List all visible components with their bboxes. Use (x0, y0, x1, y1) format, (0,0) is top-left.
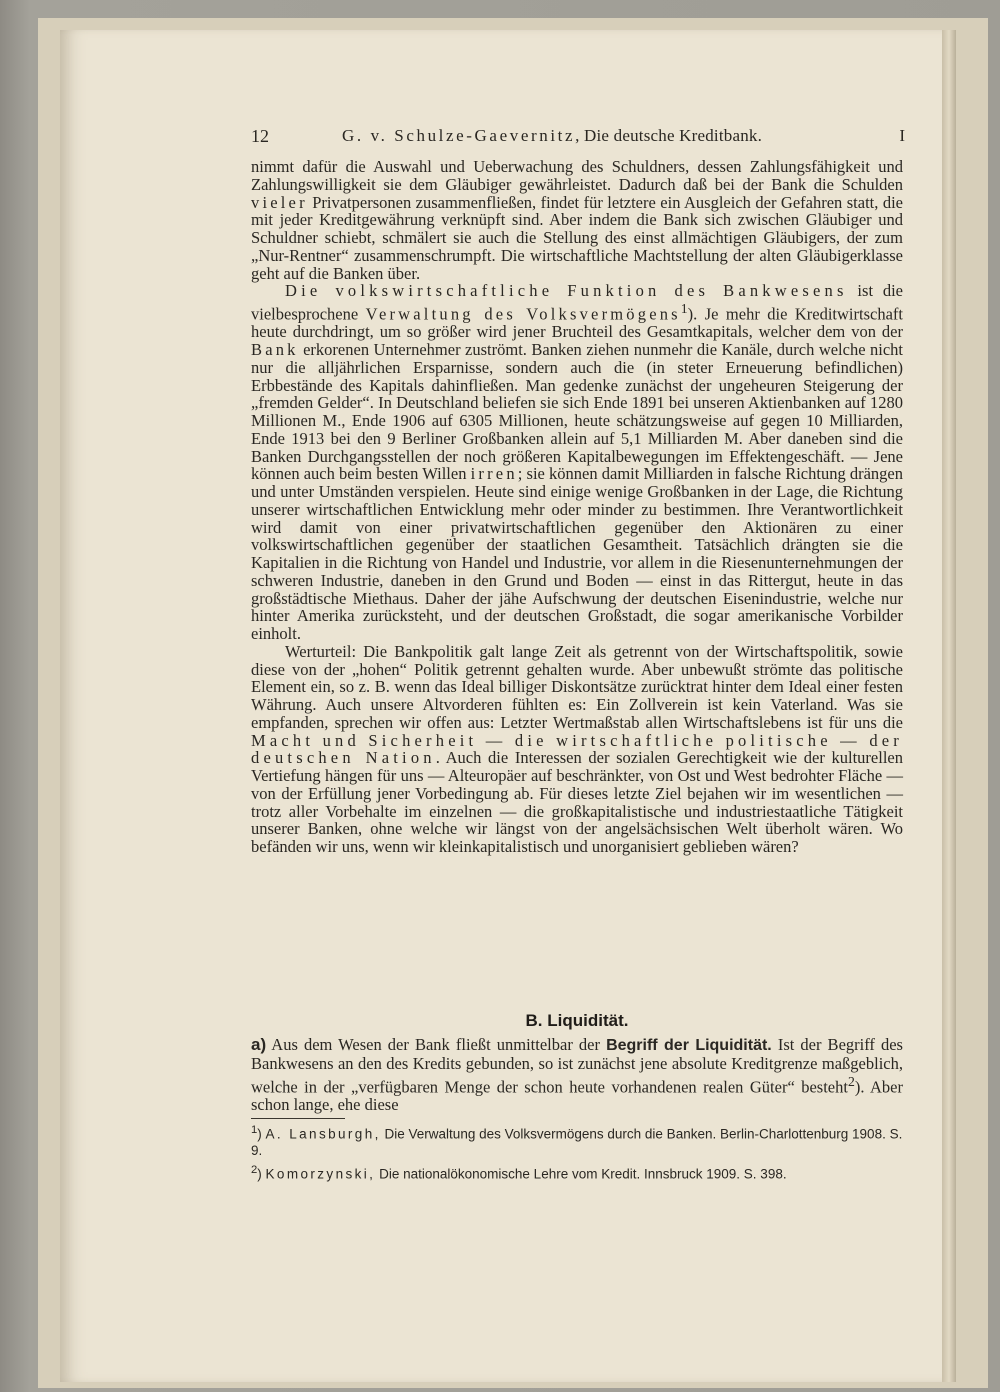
bold-term: Begriff der Liquidität. (606, 1037, 772, 1054)
running-header (251, 126, 905, 150)
section-heading: B. Liquidität. (525, 1011, 629, 1030)
footnote-1: $^1$) A. Lansburgh, Die Verwaltung des Volksvermögens durch die Banken. Berlin-Charlottenburg 1908. S. 9. (251, 1124, 903, 1158)
header-section: I (899, 126, 905, 145)
footnotes (251, 1122, 905, 1185)
footnote-rule (251, 1118, 345, 1119)
page-gutter (942, 30, 956, 1382)
footnote-ref-1: 1 (680, 301, 688, 316)
footnote-ref-2: 2 (847, 1073, 855, 1089)
subsection-label: a) (251, 1035, 267, 1054)
paragraph-3: Werturteil: Die Bankpolitik galt lange Zeit als getrennt von der Wirtschaftspolitik, sowie diese von der „hohen“ Politik getrennt gehalten wurde. Aber unbewußt strömte das politische Element ein, so z. B. wenn das Ideal billiger Diskontsätze zurücktrat hinter dem Ideal einer festen Währung. Auch unsere Altvorderen fühlten es: Ein Zollverein ist kein Vaterland. Was sie empfanden, sprechen wir offen aus: Letzter Wertmaßstab allen Wirtschaftslebens ist für uns die Macht und Sicherheit — die wirtschaftliche politische — der deutschen Nation. Auch die Interessen der sozialen Gerechtigkeit wie der kulturellen Vertiefung hängen für uns — Alteuropäer auf beschränkter, von Ost und West bedrohter Fläche — von der Erfüllung jener Vorbedingung ab. Für dieses letzte Ziel bejahen wir im wesentlichen — trotz aller Vorbehalte im einzelnen — die großkapitalistische und industriestaatliche Tätigkeit unserer Banken, ohne welche wir längst von der angelsächsischen Welt überholt wären. Wo befänden wir uns, wenn wir kleinkapitalistisch und unorganisiert geblieben wären? (251, 641, 903, 856)
paragraph-2: Die volkswirtschaftliche Funktion des Bankwesens ist die vielbesprochene Verwaltung des Volksvermögens$^1$). Je mehr die Kreditwirtschaft heute durchdringt, um so größer wird jener Bruchteil des Gesamtkapitals, welcher dem von der Bank erkorenen Unternehmer zuströmt. Banken ziehen nunmehr die Kanäle, durch welche nicht nur die alljährlichen Ersparnisse, sondern auch die (in steter Erneuerung befindlichen) Erbbestände des Kapitals dahinfließen. Man gedenke zunächst der ungeheuren Steigerung der „fremden Gelder“. In Deutschland beliefen sie sich Ende 1891 bei unseren Aktienbanken auf 1280 Millionen M., Ende 1906 auf 6305 Millionen, heute schätzungsweise auf gegen 10 Milliarden, Ende 1913 bei den 9 Berliner Großbanken allein auf 5,1 Milliarden M. Aber daneben sind die Banken Durchgangsstellen der noch größeren Kapitalbewegungen im Effektengeschäft. — Jene können auch beim besten Willen irren; sie können damit Milliarden in falsche Richtung drängen und unter Umständen verspielen. Heute sind einige wenige Großbanken in der Lage, die Richtung unserer wirtschaftlichen Entwicklung mehr oder minder zu bestimmen. Ihre Verantwortlichkeit wird damit von einer privatwirtschaftlichen gegenüber den Aktionären zu einer volkswirtschaftlichen gegenüber der staatlichen Gesamtheit. Tatsächlich drängten sie die Kapitalien in die Richtung von Handel und Industrie, vor allem in die Riesenunternehmungen der schweren Industrie, daneben in den Grund und Boden — einst in das Rittergut, heute in das großstädtische Miethaus. Daher der jähe Aufschwung der deutschen Eisenindustrie, welche nur hinter Amerika zurücksteht, und der deutschen Großstadt, die sogar amerikanische Vorbilder einholt. (251, 281, 904, 643)
header-title (342, 126, 762, 146)
section-b-text: a) Aus dem Wesen der Bank fließt unmittelbar der Begriff der Liquidität. Ist der Begriff des Bankwesens an den des Kredits gebunden, so ist zunächst jene absolute Kreditgrenze maßgeblich, welche in der „verfügbaren Menge der schon heute vorhandenen realen Güter“ besteht$^2$). Aber schon lange, ehe diese (251, 1035, 903, 1114)
footnote-2: $^2$) Komorzynski, Die nationalökonomische Lehre vom Kredit. Innsbruck 1909. S. 398. (251, 1163, 787, 1181)
page-number: 12 (251, 126, 269, 146)
header-author: G. v. Schulze-Gaevernitz (342, 126, 576, 145)
header-book-title: , Die deutsche Kreditbank. (575, 126, 763, 145)
paragraph-1: nimmt dafür die Auswahl und Ueberwachung des Schuldners, dessen Zahlungsfähigkeit und Zahlungswilligkeit sie dem Gläubiger gewährleistet. Dadurch daß bei der Bank die Schulden vieler Privatpersonen zusammenfließen, findet für letztere ein Ausgleich der Gefahren statt, die mit jeder Kreditgewährung verknüpft sind. Aber indem die Bank sich zwischen Gläubiger und Schuldner schiebt, schmälert sie auch die Stellung des einst allmächtigen Gläubigers, der zum „Nur-Rentner“ zusammenschrumpft. Die wirtschaftliche Machtstellung der alten Gläubigerklasse geht auf die Banken über. (251, 157, 903, 283)
body-text (251, 158, 903, 856)
